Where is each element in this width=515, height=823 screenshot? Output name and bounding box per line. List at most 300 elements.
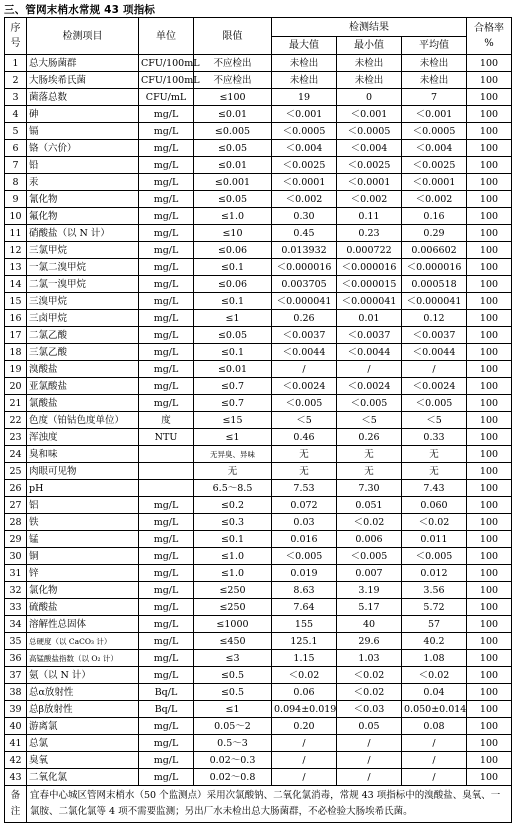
- pass-rate: 100: [467, 463, 512, 480]
- row-number: 35: [5, 633, 27, 650]
- max-value: 0.20: [272, 718, 337, 735]
- avg-value: ＜0.02: [402, 514, 467, 531]
- pass-rate: 100: [467, 225, 512, 242]
- item-name: 二氧化氯: [27, 769, 139, 786]
- table-row: [5, 361, 512, 378]
- max-value: 8.63: [272, 582, 337, 599]
- row-number: 24: [5, 446, 27, 463]
- pass-rate: 100: [467, 259, 512, 276]
- item-name: 氯酸盐: [27, 395, 139, 412]
- row-number: 40: [5, 718, 27, 735]
- table-row: [5, 650, 512, 667]
- item-name: 总β放射性: [27, 701, 139, 718]
- unit: mg/L: [139, 293, 194, 310]
- max-value: 0.03: [272, 514, 337, 531]
- pass-rate: 100: [467, 106, 512, 123]
- item-name: 三溴甲烷: [27, 293, 139, 310]
- pass-rate: 100: [467, 242, 512, 259]
- unit: mg/L: [139, 599, 194, 616]
- limit-value: 无: [194, 463, 272, 480]
- avg-value: ＜0.005: [402, 548, 467, 565]
- min-value: 0.007: [337, 565, 402, 582]
- row-number: 30: [5, 548, 27, 565]
- unit: mg/L: [139, 497, 194, 514]
- min-value: 0.23: [337, 225, 402, 242]
- item-name: 铁: [27, 514, 139, 531]
- item-name: 亚氯酸盐: [27, 378, 139, 395]
- avg-value: 0.33: [402, 429, 467, 446]
- item-name: 总硬度（以 CaCO₃ 计）: [27, 633, 139, 650]
- table-row: [5, 531, 512, 548]
- item-name: 二氯一溴甲烷: [27, 276, 139, 293]
- table-row: [5, 106, 512, 123]
- table-row: [5, 514, 512, 531]
- row-number: 7: [5, 157, 27, 174]
- limit-value: ≤0.01: [194, 361, 272, 378]
- avg-value: 0.12: [402, 310, 467, 327]
- table-row: [5, 701, 512, 718]
- limit-value: ≤0.1: [194, 531, 272, 548]
- table-row: [5, 718, 512, 735]
- avg-value: ＜0.002: [402, 191, 467, 208]
- pass-rate: 100: [467, 497, 512, 514]
- avg-value: 无: [402, 446, 467, 463]
- row-number: 23: [5, 429, 27, 446]
- table-row: [5, 123, 512, 140]
- table-row: [5, 463, 512, 480]
- pass-rate: 100: [467, 208, 512, 225]
- avg-value: ＜0.0044: [402, 344, 467, 361]
- min-value: 29.6: [337, 633, 402, 650]
- limit-value: ≤0.05: [194, 140, 272, 157]
- row-number: 21: [5, 395, 27, 412]
- unit: CFU/mL: [139, 89, 194, 106]
- max-value: ＜0.000041: [272, 293, 337, 310]
- max-header: 最大值: [272, 37, 337, 55]
- unit: mg/L: [139, 769, 194, 786]
- row-number: 42: [5, 752, 27, 769]
- max-value: 155: [272, 616, 337, 633]
- pass-rate: 100: [467, 327, 512, 344]
- min-value: ＜0.0024: [337, 378, 402, 395]
- max-value: ＜0.000016: [272, 259, 337, 276]
- table-row: [5, 242, 512, 259]
- min-value: ＜0.03: [337, 701, 402, 718]
- avg-value: 0.012: [402, 565, 467, 582]
- max-value: 0.45: [272, 225, 337, 242]
- avg-value: ＜0.02: [402, 667, 467, 684]
- item-name: 三氯乙酸: [27, 344, 139, 361]
- min-value: ＜0.000041: [337, 293, 402, 310]
- item-name: 硝酸盐（以 N 计）: [27, 225, 139, 242]
- item-name: 游离氯: [27, 718, 139, 735]
- unit: Bq/L: [139, 701, 194, 718]
- pass-rate: 100: [467, 446, 512, 463]
- min-value: ＜0.02: [337, 684, 402, 701]
- table-row: [5, 89, 512, 106]
- limit-value: ≤0.3: [194, 514, 272, 531]
- unit: mg/L: [139, 548, 194, 565]
- max-value: ＜0.005: [272, 395, 337, 412]
- min-value: 0.11: [337, 208, 402, 225]
- table-row: [5, 327, 512, 344]
- unit: mg/L: [139, 718, 194, 735]
- pass-rate: 100: [467, 480, 512, 497]
- max-value: ＜0.001: [272, 106, 337, 123]
- min-value: 40: [337, 616, 402, 633]
- limit-value: ≤0.001: [194, 174, 272, 191]
- max-value: 7.64: [272, 599, 337, 616]
- table-row: [5, 174, 512, 191]
- min-value: ＜0.000015: [337, 276, 402, 293]
- min-value: ＜0.002: [337, 191, 402, 208]
- avg-value: 40.2: [402, 633, 467, 650]
- pass-rate: 100: [467, 412, 512, 429]
- item-name: 氯化物: [27, 582, 139, 599]
- max-value: 0.26: [272, 310, 337, 327]
- limit-value: 0.5～3: [194, 735, 272, 752]
- pass-rate: 100: [467, 72, 512, 89]
- max-value: 0.46: [272, 429, 337, 446]
- item-name: 硫酸盐: [27, 599, 139, 616]
- row-number: 11: [5, 225, 27, 242]
- min-value: ＜0.0037: [337, 327, 402, 344]
- min-value: ＜0.02: [337, 667, 402, 684]
- row-number: 2: [5, 72, 27, 89]
- min-value: ＜0.005: [337, 548, 402, 565]
- avg-value: /: [402, 769, 467, 786]
- item-name: 菌落总数: [27, 89, 139, 106]
- max-value: 0.094±0.019: [272, 701, 337, 718]
- avg-value: ＜0.004: [402, 140, 467, 157]
- item-name: 大肠埃希氏菌: [27, 72, 139, 89]
- unit: mg/L: [139, 735, 194, 752]
- item-name: 二氯乙酸: [27, 327, 139, 344]
- unit: mg/L: [139, 378, 194, 395]
- avg-value: 7.43: [402, 480, 467, 497]
- min-value: ＜0.0044: [337, 344, 402, 361]
- pass-rate: 100: [467, 582, 512, 599]
- table-row: [5, 429, 512, 446]
- row-number: 38: [5, 684, 27, 701]
- limit-value: ≤0.1: [194, 293, 272, 310]
- pass-rate: 100: [467, 633, 512, 650]
- row-number: 20: [5, 378, 27, 395]
- item-name: 浑浊度: [27, 429, 139, 446]
- limit-value: ≤0.005: [194, 123, 272, 140]
- row-number: 34: [5, 616, 27, 633]
- table-row: [5, 735, 512, 752]
- avg-value: ＜0.005: [402, 395, 467, 412]
- max-value: 19: [272, 89, 337, 106]
- min-value: 3.19: [337, 582, 402, 599]
- limit-value: 0.02～0.3: [194, 752, 272, 769]
- max-value: ＜0.0025: [272, 157, 337, 174]
- table-body: [5, 55, 512, 786]
- avg-value: 7: [402, 89, 467, 106]
- max-value: 未检出: [272, 55, 337, 72]
- row-number: 1: [5, 55, 27, 72]
- limit-value: ≤0.7: [194, 378, 272, 395]
- limit-value: ≤0.2: [194, 497, 272, 514]
- item-name: 铅: [27, 157, 139, 174]
- table-row: [5, 378, 512, 395]
- max-value: ＜5: [272, 412, 337, 429]
- table-row: [5, 548, 512, 565]
- limit-value: 不应检出: [194, 55, 272, 72]
- table-row: [5, 480, 512, 497]
- limit-value: ≤3: [194, 650, 272, 667]
- item-name: 肉眼可见物: [27, 463, 139, 480]
- limit-value: ≤0.01: [194, 157, 272, 174]
- pass-rate: 100: [467, 429, 512, 446]
- limit-header: 限值: [194, 18, 272, 55]
- unit: mg/L: [139, 531, 194, 548]
- unit: mg/L: [139, 225, 194, 242]
- section-title: 三、管网末梢水常规 43 项指标: [4, 4, 156, 16]
- max-value: /: [272, 752, 337, 769]
- row-number: 17: [5, 327, 27, 344]
- unit: 度: [139, 412, 194, 429]
- item-name: 氰化物: [27, 191, 139, 208]
- unit: mg/L: [139, 140, 194, 157]
- row-number: 12: [5, 242, 27, 259]
- avg-value: ＜0.000016: [402, 259, 467, 276]
- pass-rate: 100: [467, 310, 512, 327]
- water-quality-table: [4, 17, 512, 823]
- unit: mg/L: [139, 514, 194, 531]
- min-value: 0.01: [337, 310, 402, 327]
- pass-rate: 100: [467, 378, 512, 395]
- limit-value: ≤1: [194, 429, 272, 446]
- min-value: /: [337, 752, 402, 769]
- pass-rate: 100: [467, 157, 512, 174]
- max-value: /: [272, 769, 337, 786]
- limit-value: ≤0.05: [194, 327, 272, 344]
- min-value: ＜0.0005: [337, 123, 402, 140]
- avg-value: 未检出: [402, 55, 467, 72]
- max-value: ＜0.004: [272, 140, 337, 157]
- pass-rate: 100: [467, 769, 512, 786]
- limit-value: ≤250: [194, 582, 272, 599]
- row-number: 39: [5, 701, 27, 718]
- unit: mg/L: [139, 208, 194, 225]
- pass-rate: 100: [467, 735, 512, 752]
- item-name: 镉: [27, 123, 139, 140]
- pass-rate: 100: [467, 89, 512, 106]
- unit: NTU: [139, 429, 194, 446]
- min-value: 0.006: [337, 531, 402, 548]
- row-number: 37: [5, 667, 27, 684]
- unit: [139, 480, 194, 497]
- unit: mg/L: [139, 667, 194, 684]
- item-name: 高锰酸盐指数（以 O₂ 计）: [27, 650, 139, 667]
- pass-rate: 100: [467, 650, 512, 667]
- avg-value: 0.060: [402, 497, 467, 514]
- row-number: 10: [5, 208, 27, 225]
- max-value: 0.019: [272, 565, 337, 582]
- min-value: 1.03: [337, 650, 402, 667]
- item-name: 锌: [27, 565, 139, 582]
- row-number: 16: [5, 310, 27, 327]
- table-row: [5, 276, 512, 293]
- avg-value: ＜0.0001: [402, 174, 467, 191]
- item-name: pH: [27, 480, 139, 497]
- row-number: 32: [5, 582, 27, 599]
- max-value: ＜0.0037: [272, 327, 337, 344]
- min-value: /: [337, 361, 402, 378]
- seq-header: 序 号: [5, 18, 27, 55]
- avg-value: /: [402, 361, 467, 378]
- limit-value: ≤0.1: [194, 344, 272, 361]
- unit: mg/L: [139, 106, 194, 123]
- item-name: 溴酸盐: [27, 361, 139, 378]
- avg-value: 未检出: [402, 72, 467, 89]
- limit-value: 不应检出: [194, 72, 272, 89]
- pass-rate: 100: [467, 140, 512, 157]
- header-row-1: [5, 18, 512, 37]
- avg-value: /: [402, 735, 467, 752]
- table-row: [5, 446, 512, 463]
- limit-value: ≤0.05: [194, 191, 272, 208]
- max-value: ＜0.002: [272, 191, 337, 208]
- avg-value: 0.16: [402, 208, 467, 225]
- min-value: ＜0.005: [337, 395, 402, 412]
- item-name: 铝: [27, 497, 139, 514]
- limit-value: 0.02～0.8: [194, 769, 272, 786]
- pass-rate: 100: [467, 548, 512, 565]
- table-row: [5, 293, 512, 310]
- unit: mg/L: [139, 582, 194, 599]
- unit-header: 单位: [139, 18, 194, 55]
- pass-rate: 100: [467, 514, 512, 531]
- limit-value: ≤1: [194, 701, 272, 718]
- note-text: 宜春中心城区管网末梢水（50 个监测点）采用次氯酸钠、二氧化氯消毒，常规 43 项指标中的溴酸盐、臭氧、一氯胺、二氯化氯等 4 项不需要监测；另出厂水未检出总大肠菌群，不必检验大肠埃希氏菌。: [27, 786, 512, 823]
- min-value: 0: [337, 89, 402, 106]
- min-value: 无: [337, 463, 402, 480]
- table-row: [5, 752, 512, 769]
- min-value: /: [337, 735, 402, 752]
- pass-rate: 100: [467, 684, 512, 701]
- pass-rate: 100: [467, 701, 512, 718]
- min-value: 0.051: [337, 497, 402, 514]
- table-row: [5, 565, 512, 582]
- unit: CFU/100mL: [139, 55, 194, 72]
- table-row: [5, 667, 512, 684]
- max-value: 0.013932: [272, 242, 337, 259]
- limit-value: ≤100: [194, 89, 272, 106]
- max-value: /: [272, 735, 337, 752]
- row-number: 8: [5, 174, 27, 191]
- avg-value: ＜0.0005: [402, 123, 467, 140]
- min-value: 0.05: [337, 718, 402, 735]
- note-label: 备 注: [5, 786, 27, 823]
- unit: mg/L: [139, 361, 194, 378]
- min-value: ＜0.02: [337, 514, 402, 531]
- table-row: [5, 344, 512, 361]
- pass-rate: 100: [467, 191, 512, 208]
- unit: Bq/L: [139, 684, 194, 701]
- table-row: [5, 412, 512, 429]
- table-row: [5, 497, 512, 514]
- limit-value: ≤0.1: [194, 259, 272, 276]
- row-number: 41: [5, 735, 27, 752]
- pass-rate: 100: [467, 718, 512, 735]
- max-value: 无: [272, 463, 337, 480]
- max-value: 0.30: [272, 208, 337, 225]
- min-value: ＜0.0025: [337, 157, 402, 174]
- min-value: /: [337, 769, 402, 786]
- item-name: 三氯甲烷: [27, 242, 139, 259]
- unit: [139, 463, 194, 480]
- item-name: 铜: [27, 548, 139, 565]
- avg-value: 3.56: [402, 582, 467, 599]
- pass-rate: 100: [467, 616, 512, 633]
- item-name: 色度（铂钴色度单位）: [27, 412, 139, 429]
- table-row: [5, 582, 512, 599]
- avg-value: 0.29: [402, 225, 467, 242]
- min-value: 未检出: [337, 55, 402, 72]
- limit-value: ≤1.0: [194, 208, 272, 225]
- item-name: 三卤甲烷: [27, 310, 139, 327]
- unit: mg/L: [139, 242, 194, 259]
- max-value: ＜0.0005: [272, 123, 337, 140]
- table-row: [5, 769, 512, 786]
- limit-value: ≤1.0: [194, 548, 272, 565]
- row-number: 19: [5, 361, 27, 378]
- limit-value: 6.5～8.5: [194, 480, 272, 497]
- row-number: 14: [5, 276, 27, 293]
- avg-value: ＜0.000041: [402, 293, 467, 310]
- avg-value: ＜0.0024: [402, 378, 467, 395]
- avg-value: 57: [402, 616, 467, 633]
- avg-value: 0.050±0.014: [402, 701, 467, 718]
- table-row: [5, 633, 512, 650]
- item-name: 铬（六价）: [27, 140, 139, 157]
- table-row: [5, 259, 512, 276]
- table-row: [5, 225, 512, 242]
- limit-value: ≤250: [194, 599, 272, 616]
- table-row: [5, 55, 512, 72]
- limit-value: ≤10: [194, 225, 272, 242]
- max-value: 1.15: [272, 650, 337, 667]
- avg-value: 0.006602: [402, 242, 467, 259]
- unit: mg/L: [139, 259, 194, 276]
- avg-value: 0.011: [402, 531, 467, 548]
- pass-rate: 100: [467, 752, 512, 769]
- table-row: [5, 684, 512, 701]
- item-header: 检测项目: [27, 18, 139, 55]
- row-number: 15: [5, 293, 27, 310]
- avg-value: 0.04: [402, 684, 467, 701]
- max-value: ＜0.005: [272, 548, 337, 565]
- pass-rate: 100: [467, 123, 512, 140]
- avg-value: 1.08: [402, 650, 467, 667]
- row-number: 9: [5, 191, 27, 208]
- table-row: [5, 208, 512, 225]
- min-value: ＜0.001: [337, 106, 402, 123]
- unit: mg/L: [139, 650, 194, 667]
- max-value: 125.1: [272, 633, 337, 650]
- max-value: 0.06: [272, 684, 337, 701]
- item-name: 汞: [27, 174, 139, 191]
- pass-rate: 100: [467, 55, 512, 72]
- pass-rate: 100: [467, 599, 512, 616]
- pass-rate: 100: [467, 565, 512, 582]
- min-value: 0.26: [337, 429, 402, 446]
- item-name: 锰: [27, 531, 139, 548]
- avg-value: 0.08: [402, 718, 467, 735]
